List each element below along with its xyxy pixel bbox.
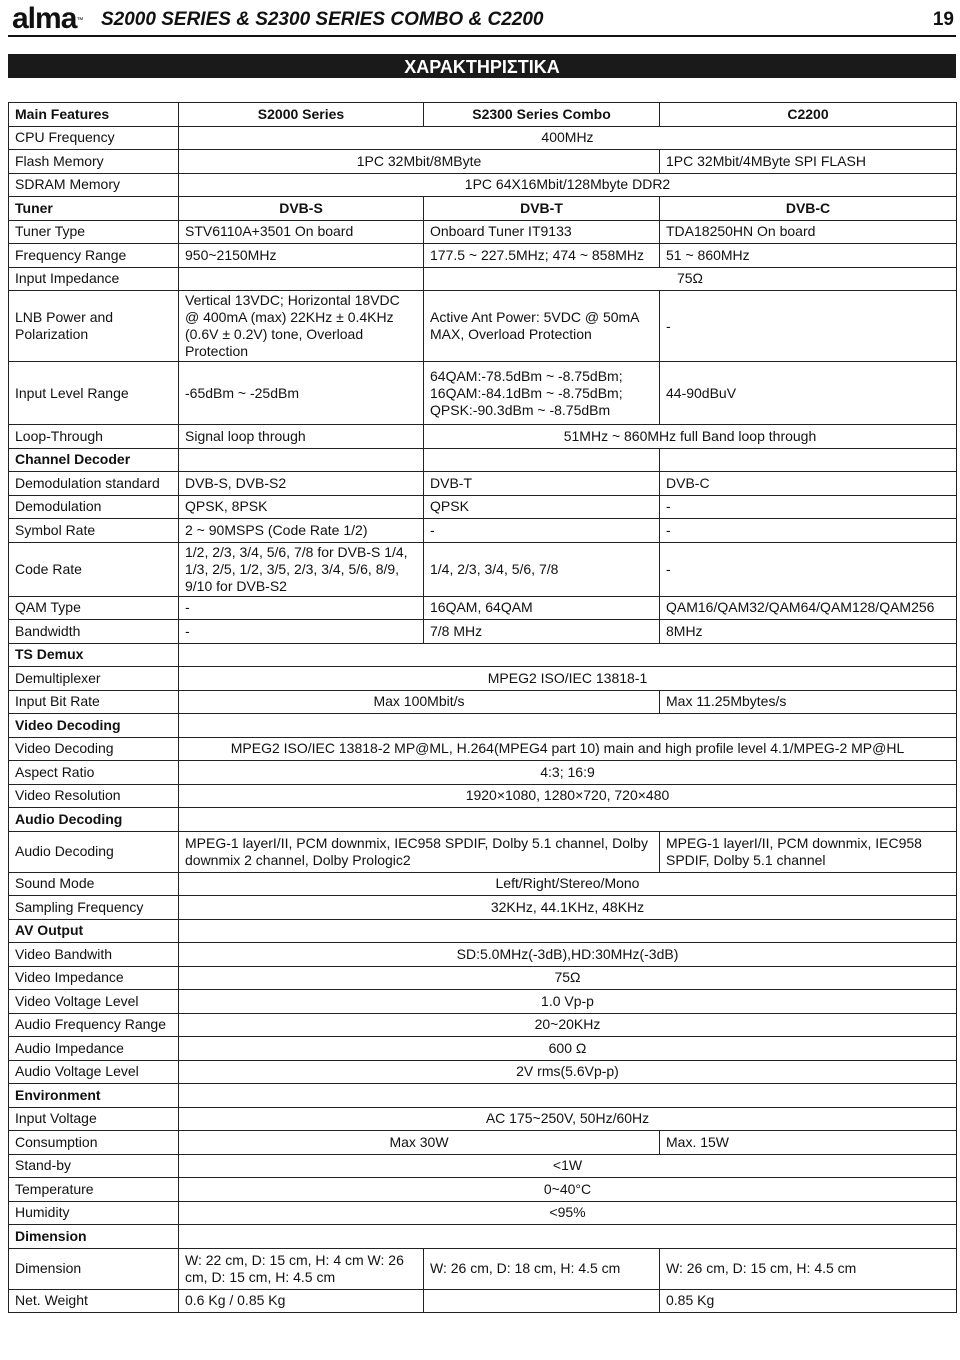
cell-value: - [424, 519, 660, 543]
cell-value: Signal loop through [179, 425, 424, 449]
table-row [9, 1060, 957, 1084]
section-row [9, 1084, 957, 1108]
cell-value: 400MHz [179, 126, 957, 150]
row-label: Video Bandwith [9, 943, 179, 967]
cell-value: DVB-C [660, 197, 957, 221]
table-row [9, 1289, 957, 1313]
table-row [9, 173, 957, 197]
cell-value: <95% [179, 1201, 957, 1225]
table-row [9, 1107, 957, 1131]
row-label: Audio Voltage Level [9, 1060, 179, 1084]
row-label: Temperature [9, 1178, 179, 1202]
cell-value: Max 30W [179, 1131, 660, 1155]
table-row [9, 150, 957, 174]
cell-value: 2V rms(5.6Vp-p) [179, 1060, 957, 1084]
table-row [9, 966, 957, 990]
cell-value: 2 ~ 90MSPS (Code Rate 1/2) [179, 519, 424, 543]
cell-value: 51MHz ~ 860MHz full Band loop through [424, 425, 957, 449]
header-s2300: S2300 Series Combo [424, 103, 660, 127]
page-number: 19 [932, 9, 954, 30]
cell-value: Max 100Mbit/s [179, 690, 660, 714]
cell-value: Onboard Tuner IT9133 [424, 220, 660, 244]
cell-value: 0.6 Kg / 0.85 Kg [179, 1289, 424, 1313]
cell-value: DVB-S [179, 197, 424, 221]
table-row [9, 761, 957, 785]
table-row [9, 872, 957, 896]
section-label: Environment [9, 1084, 179, 1108]
row-label: Stand-by [9, 1154, 179, 1178]
cell-value: 0~40°C [179, 1178, 957, 1202]
cell-value: 1/2, 2/3, 3/4, 5/6, 7/8 for DVB-S 1/4, 1/3, 2/5, 1/2, 3/5, 2/3, 3/4, 5/6, 8/9, 9/10 for DVB-S2 [179, 542, 424, 596]
cell-value: -65dBm ~ -25dBm [179, 362, 424, 425]
cell-value: 16QAM, 64QAM [424, 596, 660, 620]
table-row [9, 519, 957, 543]
cell-value: W: 26 cm, D: 15 cm, H: 4.5 cm [660, 1248, 957, 1289]
row-label: Video Resolution [9, 784, 179, 808]
section-label: Channel Decoder [9, 448, 179, 472]
cell-value: MPEG-1 layerI/II, PCM downmix, IEC958 SPDIF, Dolby 5.1 channel [660, 831, 957, 872]
row-label: Audio Decoding [9, 831, 179, 872]
section-label: AV Output [9, 919, 179, 943]
table-row [9, 1178, 957, 1202]
row-label: Consumption [9, 1131, 179, 1155]
table-row [9, 1154, 957, 1178]
cell-value: - [179, 620, 424, 644]
cell-value: 20~20KHz [179, 1013, 957, 1037]
table-row [9, 244, 957, 268]
row-label: Audio Impedance [9, 1037, 179, 1061]
header-c2200: C2200 [660, 103, 957, 127]
row-label: Demultiplexer [9, 667, 179, 691]
cell-value: 1PC 64X16Mbit/128Mbyte DDR2 [179, 173, 957, 197]
cell-value: 75Ω [424, 267, 957, 291]
row-label: Sound Mode [9, 872, 179, 896]
header-s2000: S2000 Series [179, 103, 424, 127]
cell-value: 7/8 MHz [424, 620, 660, 644]
cell-value: 44-90dBuV [660, 362, 957, 425]
cell-value: DVB-C [660, 472, 957, 496]
table-row [9, 1013, 957, 1037]
section-row [9, 714, 957, 738]
cell-value: - [179, 596, 424, 620]
cell-value: Left/Right/Stereo/Mono [179, 872, 957, 896]
table-row [9, 267, 957, 291]
cell-value: - [660, 291, 957, 362]
cell-value: TDA18250HN On board [660, 220, 957, 244]
cell-value: MPEG2 ISO/IEC 13818-1 [179, 667, 957, 691]
table-row [9, 126, 957, 150]
cell-value: SD:5.0MHz(-3dB),HD:30MHz(-3dB) [179, 943, 957, 967]
cell-value: DVB-T [424, 197, 660, 221]
cell-value: 1.0 Vp-p [179, 990, 957, 1014]
row-label: CPU Frequency [9, 126, 179, 150]
cell-value: Active Ant Power: 5VDC @ 50mA MAX, Overload Protection [424, 291, 660, 362]
cell-value: DVB-S, DVB-S2 [179, 472, 424, 496]
section-row [9, 919, 957, 943]
table-row [9, 495, 957, 519]
cell-value: Vertical 13VDC; Horizontal 18VDC @ 400mA (max) 22KHz ± 0.4KHz (0.6V ± 0.2V) tone, Overload Protection [179, 291, 424, 362]
cell-value: 4:3; 16:9 [179, 761, 957, 785]
row-label: Video Decoding [9, 737, 179, 761]
section-row [9, 1225, 957, 1249]
row-label: Video Impedance [9, 966, 179, 990]
section-label: TS Demux [9, 643, 179, 667]
cell-value: W: 26 cm, D: 18 cm, H: 4.5 cm [424, 1248, 660, 1289]
cell-value: AC 175~250V, 50Hz/60Hz [179, 1107, 957, 1131]
row-label: Dimension [9, 1248, 179, 1289]
section-row [9, 448, 957, 472]
table-row [9, 1201, 957, 1225]
row-label: Input Impedance [9, 267, 179, 291]
table-row [9, 690, 957, 714]
cell-value [424, 1289, 660, 1313]
section-row [9, 808, 957, 832]
cell-value: 600 Ω [179, 1037, 957, 1061]
cell-value: 51 ~ 860MHz [660, 244, 957, 268]
cell-value: QAM16/QAM32/QAM64/QAM128/QAM256 [660, 596, 957, 620]
table-row [9, 990, 957, 1014]
row-label: Audio Frequency Range [9, 1013, 179, 1037]
cell-value: 1920×1080, 1280×720, 720×480 [179, 784, 957, 808]
alma-logo: alma™ [12, 2, 83, 35]
table-header-row [9, 103, 957, 127]
section-label: Audio Decoding [9, 808, 179, 832]
cell-value: MPEG-1 layerI/II, PCM downmix, IEC958 SPDIF, Dolby 5.1 channel, Dolby downmix 2 channel, Dolby Prologic2 [179, 831, 660, 872]
cell-value [179, 267, 424, 291]
cell-value: Max. 15W [660, 1131, 957, 1155]
row-label: Bandwidth [9, 620, 179, 644]
table-row [9, 784, 957, 808]
cell-value: 1PC 32Mbit/4MByte SPI FLASH [660, 150, 957, 174]
cell-value: 177.5 ~ 227.5MHz; 474 ~ 858MHz [424, 244, 660, 268]
row-label: Symbol Rate [9, 519, 179, 543]
row-label: Aspect Ratio [9, 761, 179, 785]
row-label: LNB Power and Polarization [9, 291, 179, 362]
cell-value: 32KHz, 44.1KHz, 48KHz [179, 896, 957, 920]
cell-value: 1/4, 2/3, 3/4, 5/6, 7/8 [424, 542, 660, 596]
cell-value: MPEG2 ISO/IEC 13818-2 MP@ML, H.264(MPEG4 part 10) main and high profile level 4.1/MPEG-2 MP@HL [179, 737, 957, 761]
row-label: Tuner [9, 197, 179, 221]
cell-value: 75Ω [179, 966, 957, 990]
table-row [9, 542, 957, 596]
cell-value: Max 11.25Mbytes/s [660, 690, 957, 714]
table-row [9, 1131, 957, 1155]
row-label: Input Level Range [9, 362, 179, 425]
table-row [9, 291, 957, 362]
header-main-features: Main Features [9, 103, 179, 127]
section-label: Dimension [9, 1225, 179, 1249]
cell-value: 64QAM:-78.5dBm ~ -8.75dBm; 16QAM:-84.1dBm ~ -8.75dBm; QPSK:-90.3dBm ~ -8.75dBm [424, 362, 660, 425]
row-label: Frequency Range [9, 244, 179, 268]
section-banner: ΧΑΡΑΚΤΗΡΙΣΤΙΚΑ [8, 54, 956, 78]
row-label: Code Rate [9, 542, 179, 596]
table-row [9, 1037, 957, 1061]
table-row [9, 425, 957, 449]
cell-value: W: 22 cm, D: 15 cm, H: 4 cm W: 26 cm, D: 15 cm, H: 4.5 cm [179, 1248, 424, 1289]
row-label: Input Voltage [9, 1107, 179, 1131]
row-label: Flash Memory [9, 150, 179, 174]
row-label: SDRAM Memory [9, 173, 179, 197]
section-row [9, 643, 957, 667]
cell-value: 0.85 Kg [660, 1289, 957, 1313]
header-rule [8, 35, 956, 37]
table-row [9, 620, 957, 644]
cell-value: <1W [179, 1154, 957, 1178]
cell-value: 8MHz [660, 620, 957, 644]
table-row [9, 596, 957, 620]
row-label: Demodulation standard [9, 472, 179, 496]
table-row [9, 472, 957, 496]
cell-value: 950~2150MHz [179, 244, 424, 268]
cell-value: QPSK [424, 495, 660, 519]
table-row [9, 1248, 957, 1289]
row-label: Demodulation [9, 495, 179, 519]
section-label: Video Decoding [9, 714, 179, 738]
document-title: S2000 SERIES & S2300 SERIES COMBO & C2200 [101, 9, 544, 30]
row-label: Sampling Frequency [9, 896, 179, 920]
table-row [9, 943, 957, 967]
table-row [9, 831, 957, 872]
cell-value: - [660, 495, 957, 519]
spec-table [8, 102, 957, 1313]
row-label: Net. Weight [9, 1289, 179, 1313]
row-label: Humidity [9, 1201, 179, 1225]
cell-value: 1PC 32Mbit/8MByte [179, 150, 660, 174]
table-row [9, 197, 957, 221]
row-label: Tuner Type [9, 220, 179, 244]
row-label: QAM Type [9, 596, 179, 620]
table-row [9, 220, 957, 244]
table-row [9, 362, 957, 425]
row-label: Loop-Through [9, 425, 179, 449]
cell-value: DVB-T [424, 472, 660, 496]
cell-value: - [660, 542, 957, 596]
row-label: Input Bit Rate [9, 690, 179, 714]
cell-value: STV6110A+3501 On board [179, 220, 424, 244]
row-label: Video Voltage Level [9, 990, 179, 1014]
table-row [9, 667, 957, 691]
table-row [9, 737, 957, 761]
table-row [9, 896, 957, 920]
cell-value: QPSK, 8PSK [179, 495, 424, 519]
page-header [8, 4, 956, 34]
cell-value: - [660, 519, 957, 543]
